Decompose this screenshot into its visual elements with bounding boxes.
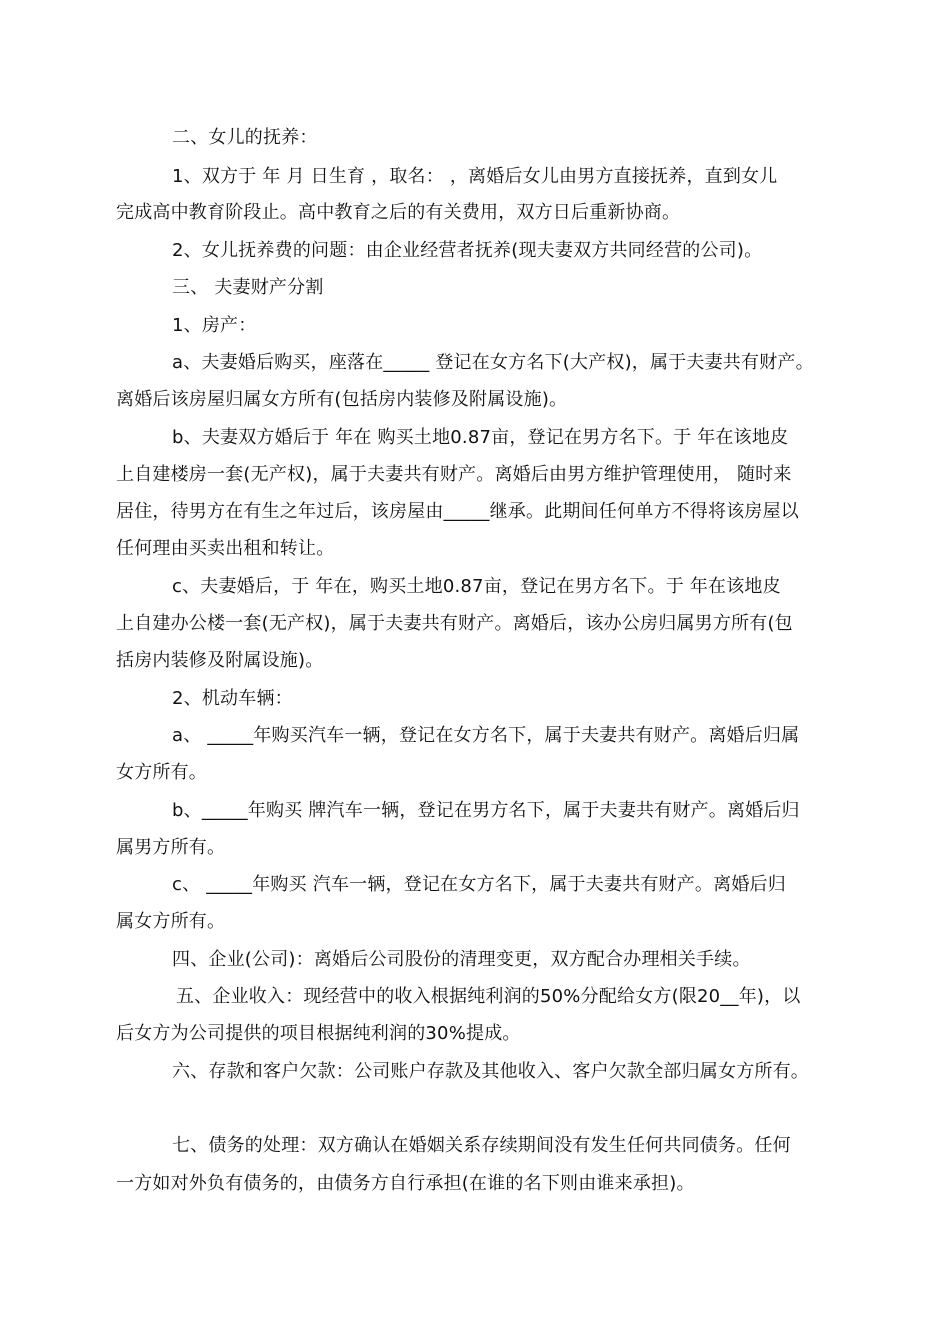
- subsection-heading: 2、机动车辆：: [172, 688, 293, 709]
- section-3-heading: 三、 夫妻财产分割: [172, 277, 324, 298]
- paragraph-line: 居住，待男方在有生之年过后，该房屋由_____继承。此期间任何单方不得将该房屋以: [116, 501, 799, 522]
- paragraph-line: a、 _____年购买汽车一辆，登记在女方名下，属于夫妻共有财产。离婚后归属: [172, 725, 800, 746]
- paragraph-line: 1、双方于 年 月 日生育 ，取名： ，离婚后女儿由男方直接抚养，直到女儿: [172, 166, 778, 187]
- paragraph-line: b、_____年购买 牌汽车一辆，登记在男方名下，属于夫妻共有财产。离婚后归: [172, 800, 800, 821]
- paragraph-line: 后女方为公司提供的项目根据纯利润的30%提成。: [116, 1023, 521, 1044]
- paragraph-line: 离婚后该房屋归属女方所有(包括房内装修及附属设施)。: [116, 389, 568, 410]
- paragraph-line: 属女方所有。: [116, 911, 226, 932]
- section-7-paragraph: 七、债务的处理：双方确认在婚姻关系存续期间没有发生任何共同债务。任何: [172, 1135, 791, 1156]
- section-4-paragraph: 四、企业(公司)：离婚后公司股份的清理变更，双方配合办理相关手续。: [172, 949, 751, 970]
- section-6-paragraph: 六、存款和客户欠款：公司账户存款及其他收入、客户欠款全部归属女方所有。: [172, 1061, 809, 1082]
- subsection-heading: 1、房产：: [172, 315, 257, 336]
- paragraph-line: 女方所有。: [116, 762, 207, 783]
- paragraph-line: 上自建办公楼一套(无产权)，属于夫妻共有财产。离婚后，该办公房归属男方所有(包: [116, 613, 793, 634]
- section-5-paragraph: 五、企业收入：现经营中的收入根据纯利润的50%分配给女方(限20__年)，以: [176, 986, 801, 1007]
- paragraph-line: 上自建楼房一套(无产权)，属于夫妻共有财产。离婚后由男方维护管理使用， 随时来: [116, 464, 792, 485]
- paragraph-line: c、 _____年购买 汽车一辆，登记在女方名下，属于夫妻共有财产。离婚后归: [172, 874, 786, 895]
- paragraph-line: 任何理由买卖出租和转让。: [116, 538, 335, 559]
- paragraph-line: 括房内装修及附属设施)。: [116, 650, 324, 671]
- paragraph-line: b、夫妻双方婚后于 年在 购买土地0.87亩，登记在男方名下。于 年在该地皮: [172, 427, 789, 448]
- paragraph-line: 一方如对外负有债务的，由债务方自行承担(在谁的名下则由谁来承担)。: [116, 1173, 695, 1194]
- paragraph-line: 属男方所有。: [116, 837, 226, 858]
- paragraph-line: c、夫妻婚后，于 年在，购买土地0.87亩，登记在男方名下。于 年在该地皮: [172, 576, 781, 597]
- section-2-heading: 二、女儿的抚养：: [172, 127, 318, 148]
- paragraph-line: 完成高中教育阶段止。高中教育之后的有关费用，双方日后重新协商。: [116, 202, 681, 223]
- paragraph-line: a、夫妻婚后购买，座落在_____ 登记在女方名下(大产权)，属于夫妻共有财产。: [172, 352, 814, 373]
- paragraph-line: 2、女儿抚养费的问题：由企业经营者抚养(现夫妻双方共同经营的公司)。: [172, 240, 763, 261]
